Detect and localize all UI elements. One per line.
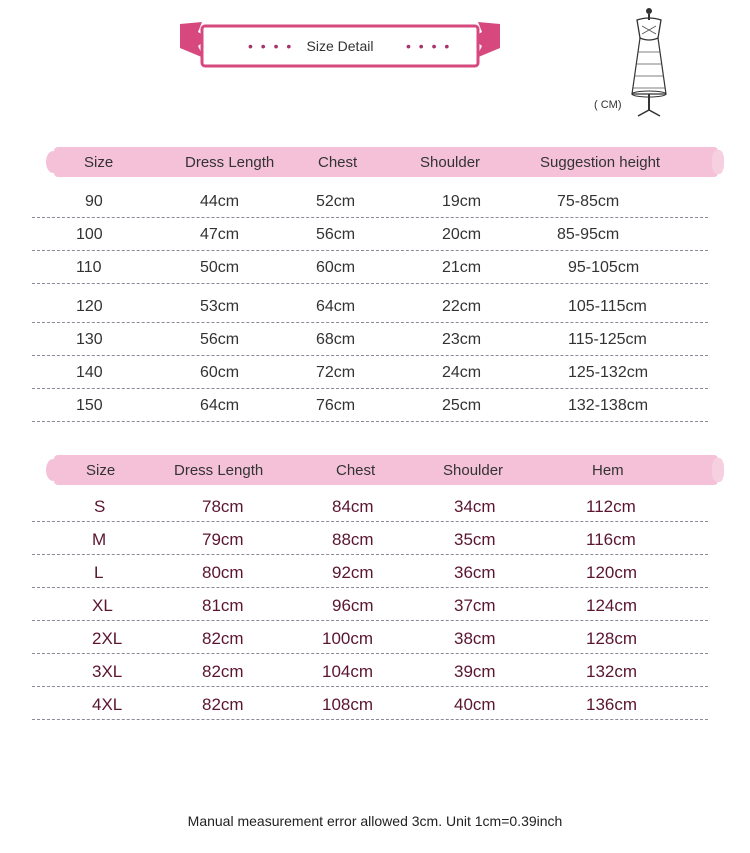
cell-size: 3XL (92, 662, 123, 681)
cell-hem: 136cm (586, 695, 638, 714)
cell-shoulder: 22cm (442, 298, 482, 315)
table-row (32, 621, 708, 654)
cell-dress-length: 81cm (202, 596, 244, 615)
cell-hem: 120cm (586, 563, 638, 582)
cell-shoulder: 34cm (454, 497, 496, 516)
table-header (32, 147, 708, 177)
size-detail-banner (180, 18, 500, 70)
cell-size: 140 (76, 364, 103, 381)
header-chest: Chest (318, 154, 358, 171)
banner-title: Size Detail (306, 38, 374, 54)
cell-shoulder: 38cm (454, 629, 496, 648)
dress-form-icon (618, 6, 680, 118)
cell-chest: 64cm (316, 298, 356, 315)
cell-size: L (94, 563, 104, 582)
table-row (32, 588, 708, 621)
cell-dress-length: 44cm (200, 193, 240, 210)
cell-height: 75-85cm (557, 193, 620, 210)
measurement-note: Manual measurement error allowed 3cm. Unit 1cm=0.39inch (187, 813, 563, 829)
cell-size: 4XL (92, 695, 123, 714)
cell-hem: 128cm (586, 629, 638, 648)
cell-chest: 108cm (322, 695, 374, 714)
cell-dress-length: 56cm (200, 331, 240, 348)
cell-chest: 96cm (332, 596, 374, 615)
table-row (32, 251, 708, 284)
table-row (32, 687, 708, 720)
cell-dress-length: 64cm (200, 397, 240, 414)
cell-shoulder: 37cm (454, 596, 496, 615)
cell-dress-length: 80cm (202, 563, 244, 582)
cell-shoulder: 36cm (454, 563, 496, 582)
cell-size: S (94, 497, 106, 516)
cell-height: 115-125cm (568, 331, 647, 348)
cell-shoulder: 23cm (442, 331, 482, 348)
table-row (32, 555, 708, 588)
cell-size: 150 (76, 397, 103, 414)
cell-chest: 60cm (316, 259, 356, 276)
header-suggestion-height: Suggestion height (540, 154, 661, 171)
header-size: Size (84, 154, 114, 171)
cell-shoulder: 21cm (442, 259, 482, 276)
cell-size: 100 (76, 226, 103, 243)
cell-dress-length: 82cm (202, 662, 244, 681)
cell-size: 2XL (92, 629, 123, 648)
cell-hem: 132cm (586, 662, 638, 681)
cell-shoulder: 24cm (442, 364, 482, 381)
table-row (32, 654, 708, 687)
cell-dress-length: 50cm (200, 259, 240, 276)
cell-chest: 76cm (316, 397, 356, 414)
table-row (32, 522, 708, 555)
table-row (32, 356, 708, 389)
table-row (32, 323, 708, 356)
cell-dress-length: 47cm (200, 226, 240, 243)
decor-dots-left: • • • • (248, 38, 294, 54)
cell-hem: 124cm (586, 596, 638, 615)
cell-chest: 68cm (316, 331, 356, 348)
table-header (32, 455, 708, 485)
cell-size: 120 (76, 298, 103, 315)
adult-size-table (32, 455, 708, 720)
header-shoulder: Shoulder (443, 462, 504, 479)
unit-label: ( CM) (594, 99, 622, 111)
cell-hem: 116cm (586, 530, 636, 549)
header-shoulder: Shoulder (420, 154, 481, 171)
cell-chest: 72cm (316, 364, 356, 381)
cell-chest: 84cm (332, 497, 374, 516)
cell-chest: 56cm (316, 226, 356, 243)
table-row (32, 185, 708, 218)
cell-shoulder: 25cm (442, 397, 482, 414)
cell-shoulder: 40cm (454, 695, 496, 714)
cell-chest: 104cm (322, 662, 374, 681)
cell-height: 95-105cm (568, 259, 640, 276)
cell-dress-length: 79cm (202, 530, 244, 549)
decor-dots-right: • • • • (406, 38, 452, 54)
cell-chest: 88cm (332, 530, 374, 549)
header-size: Size (86, 462, 116, 479)
cell-shoulder: 20cm (442, 226, 482, 243)
cell-shoulder: 39cm (454, 662, 496, 681)
cell-height: 125-132cm (568, 364, 649, 381)
cell-size: 90 (85, 193, 103, 210)
cell-dress-length: 78cm (202, 497, 244, 516)
table-row (32, 389, 708, 422)
cell-size: 110 (76, 259, 102, 276)
cell-height: 132-138cm (568, 397, 649, 414)
cell-hem: 112cm (586, 497, 636, 516)
cell-chest: 92cm (332, 563, 374, 582)
header-chest: Chest (336, 462, 376, 479)
cell-shoulder: 35cm (454, 530, 496, 549)
cell-dress-length: 82cm (202, 695, 244, 714)
cell-size: 130 (76, 331, 103, 348)
table-row (32, 218, 708, 251)
cell-dress-length: 82cm (202, 629, 244, 648)
cell-chest: 52cm (316, 193, 356, 210)
cell-dress-length: 53cm (200, 298, 240, 315)
table-row (32, 284, 708, 323)
table-row (32, 489, 708, 522)
cell-size: M (92, 530, 107, 549)
cell-chest: 100cm (322, 629, 374, 648)
cell-height: 85-95cm (557, 226, 620, 243)
cell-size: XL (92, 596, 113, 615)
kids-size-table (32, 147, 708, 422)
cell-shoulder: 19cm (442, 193, 482, 210)
cell-dress-length: 60cm (200, 364, 240, 381)
header-hem: Hem (592, 462, 624, 479)
header-dress-length: Dress Length (185, 154, 275, 171)
cell-height: 105-115cm (568, 298, 647, 315)
header-dress-length: Dress Length (174, 462, 264, 479)
